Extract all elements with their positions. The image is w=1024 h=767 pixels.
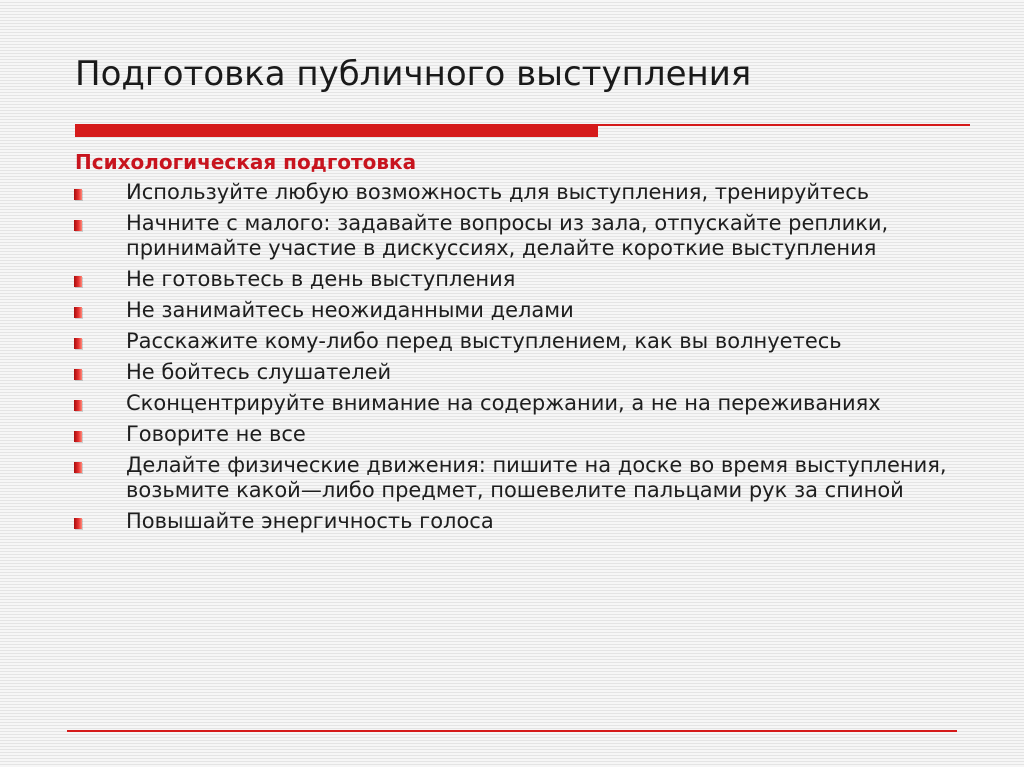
- list-item-text: Говорите не все: [126, 422, 306, 446]
- list-item: [72, 329, 992, 354]
- list-item-text: Не занимайтесь неожиданными делами: [126, 298, 574, 322]
- list-item: [72, 298, 992, 323]
- bullet-icon: [74, 189, 82, 200]
- list-item: [72, 360, 992, 385]
- bullet-icon: [74, 338, 82, 349]
- list-item: [72, 180, 992, 205]
- bullet-icon: [74, 400, 82, 411]
- bullet-list: [72, 180, 992, 540]
- list-item-text: Начните с малого: задавайте вопросы из зала, отпускайте реплики, принимайте участие в дискуссиях, делайте короткие выступления: [126, 211, 889, 260]
- title-underline: [75, 124, 970, 137]
- bullet-icon: [74, 220, 82, 231]
- list-item-text: Используйте любую возможность для выступления, тренируйтесь: [126, 180, 870, 204]
- title-underline-thin: [598, 124, 970, 126]
- list-item-text: Повышайте энергичность голоса: [126, 509, 494, 533]
- list-item: [72, 211, 992, 261]
- list-item-text: Сконцентрируйте внимание на содержании, а не на переживаниях: [126, 391, 881, 415]
- list-item-text: Не готовьтесь в день выступления: [126, 267, 516, 291]
- slide-title: Подготовка публичного выступления: [75, 54, 752, 94]
- list-item: [72, 422, 992, 447]
- list-item-text: Расскажите кому-либо перед выступлением, как вы волнуетесь: [126, 329, 842, 353]
- bullet-icon: [74, 276, 82, 287]
- list-item-text: Делайте физические движения: пишите на доске во время выступления, возьмите какой—либо предмет, пошевелите пальцами рук за спиной: [126, 453, 947, 502]
- list-item-text: Не бойтесь слушателей: [126, 360, 392, 384]
- bullet-icon: [74, 431, 82, 442]
- list-item: [72, 453, 992, 503]
- list-item: [72, 267, 992, 292]
- bullet-icon: [74, 307, 82, 318]
- bottom-divider: [67, 730, 957, 732]
- section-heading: Психологическая подготовка: [75, 150, 417, 174]
- bullet-icon: [74, 369, 82, 380]
- bullet-icon: [74, 462, 82, 473]
- title-underline-thick: [75, 124, 598, 137]
- list-item: [72, 509, 992, 534]
- list-item: [72, 391, 992, 416]
- bullet-icon: [74, 518, 82, 529]
